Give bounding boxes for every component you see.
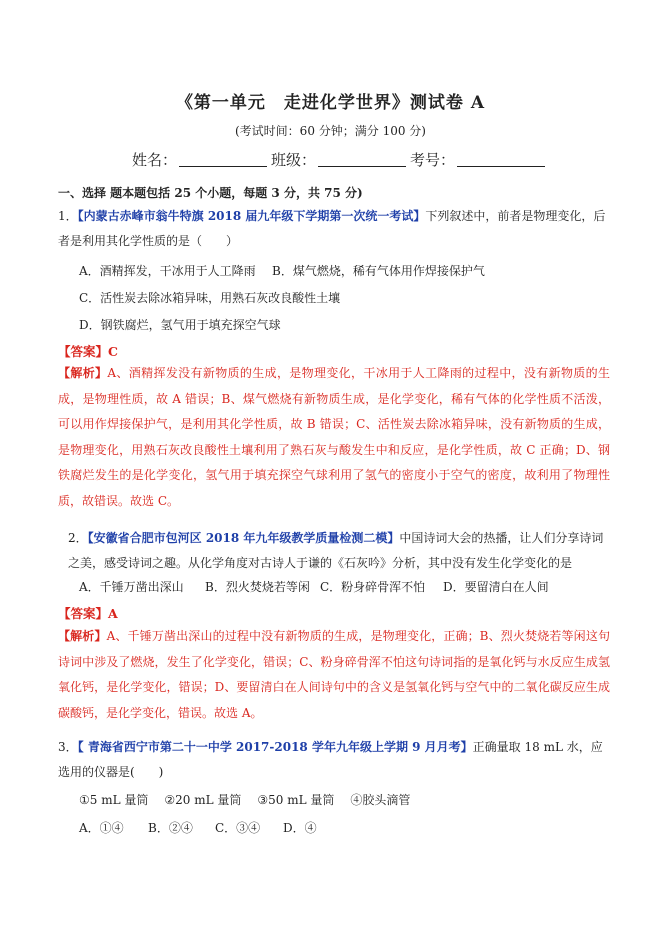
question-3 [58, 735, 610, 785]
question-1 [58, 204, 610, 254]
class-blank[interactable] [318, 152, 406, 167]
analysis-tag: 【解析】 [58, 366, 108, 380]
answer: 【答案】A [58, 606, 118, 621]
question-source: 【 青海省西宁市第二十一中学 2017-2018 学年九年级上学期 9 月月考】 [77, 740, 473, 754]
analysis-tag: 【解析】 [58, 629, 107, 643]
question-number: 3． [58, 740, 78, 754]
instrument-3: ③50 mL 量筒 [257, 793, 335, 807]
option-a: A．酒精挥发，干冰用于人工降雨 [79, 264, 256, 278]
instrument-2: ②20 mL 量筒 [164, 793, 242, 807]
option-c: C．活性炭去除冰箱异味，用熟石灰改良酸性土壤 [79, 291, 341, 305]
page-title: 《第一单元 走进化学世界》测试卷 A [175, 93, 486, 113]
question-source: 【内蒙古赤峰市翁牛特旗 2018 届九年级下学期第一次统一考试】 [77, 209, 426, 223]
option-c: C．③④ [215, 821, 261, 835]
instrument-list [79, 791, 410, 808]
question-stem: 中国诗词大会的热播，让人们分享诗词之美，感受诗词之趣。从化学角度对古诗人于谦的《石灰吟》分析，其中没有发生化学变化的是 [68, 531, 604, 570]
question-source: 【安徽省合肥市包河区 2018 年九年级教学质量检测二模】 [87, 531, 400, 545]
option-c: C．粉身碎骨浑不怕 [320, 580, 426, 594]
number-blank[interactable] [457, 152, 545, 167]
number-label: 考号： [410, 151, 456, 169]
question-2 [58, 526, 610, 576]
question-number: 2． [68, 531, 88, 545]
analysis-text: A、千锤万凿出深山的过程中没有新物质的生成，是物理变化，正确；B、烈火焚烧若等闲这句诗词中涉及了燃烧，发生了化学变化，错误；C、粉身碎骨浑不怕这句诗词指的是氧化钙与水反应生成氢氧化钙，是化学变化，错误；D、要留清白在人间诗句中的含义是氢氧化钙与空气中的二氧化碳反应生成碳酸钙，是化学变化，错误。故选 A。 [58, 629, 610, 720]
name-blank[interactable] [179, 152, 267, 167]
answer: 【答案】C [58, 344, 118, 359]
question-stem: 下列叙述中，前者是物理变化，后者是利用其化学性质的是（ ） [58, 209, 606, 248]
option-a: A．①④ [79, 821, 124, 835]
question-stem: 正确量取 18 mL 水，应选用的仪器是( ) [58, 740, 603, 779]
option-d: D．④ [283, 821, 317, 835]
name-label: 姓名： [132, 151, 178, 169]
option-d: D．钢铁腐烂，氢气用于填充探空气球 [79, 318, 281, 332]
option-d: D．要留清白在人间 [443, 580, 549, 594]
instrument-1: ①5 mL 量筒 [79, 793, 149, 807]
class-label: 班级： [271, 151, 317, 169]
option-b: B．②④ [148, 821, 193, 835]
option-b: B．煤气燃烧，稀有气体用作焊接保护气 [272, 264, 485, 278]
instrument-4: ④胶头滴管 [350, 793, 411, 807]
exam-info: (考试时间：60 分钟；满分 100 分) [235, 124, 426, 138]
option-a: A．千锤万凿出深山 [79, 580, 184, 594]
student-info-row [132, 149, 549, 170]
analysis [58, 361, 610, 514]
option-b: B．烈火焚烧若等闲 [205, 580, 310, 594]
question-number: 1． [58, 209, 78, 223]
section-heading: 一、选择 题本题包括 25 个小题，每题 3 分，共 75 分) [58, 186, 363, 200]
analysis [58, 624, 610, 726]
analysis-text: A、酒精挥发没有新物质的生成，是物理变化，干冰用于人工降雨的过程中，没有新物质的生成，是物理性质，故 A 错误；B、煤气燃烧有新物质生成，是化学变化，稀有气体的化学性质不活泼，可以用作焊接保护气，是利用其化学性质，故 B 错误；C、活性炭去除冰箱异味，没有新物质的生成，是物理变化，用熟石灰改良酸性土壤利用了熟石灰与酸发生中和反应，是化学性质，故 C 正确；D、钢铁腐烂发生的是化学变化，氢气用于填充探空气球利用了氢气的密度小于空气的密度，故利用了物理性质，故错误。故选 C。 [58, 366, 610, 508]
